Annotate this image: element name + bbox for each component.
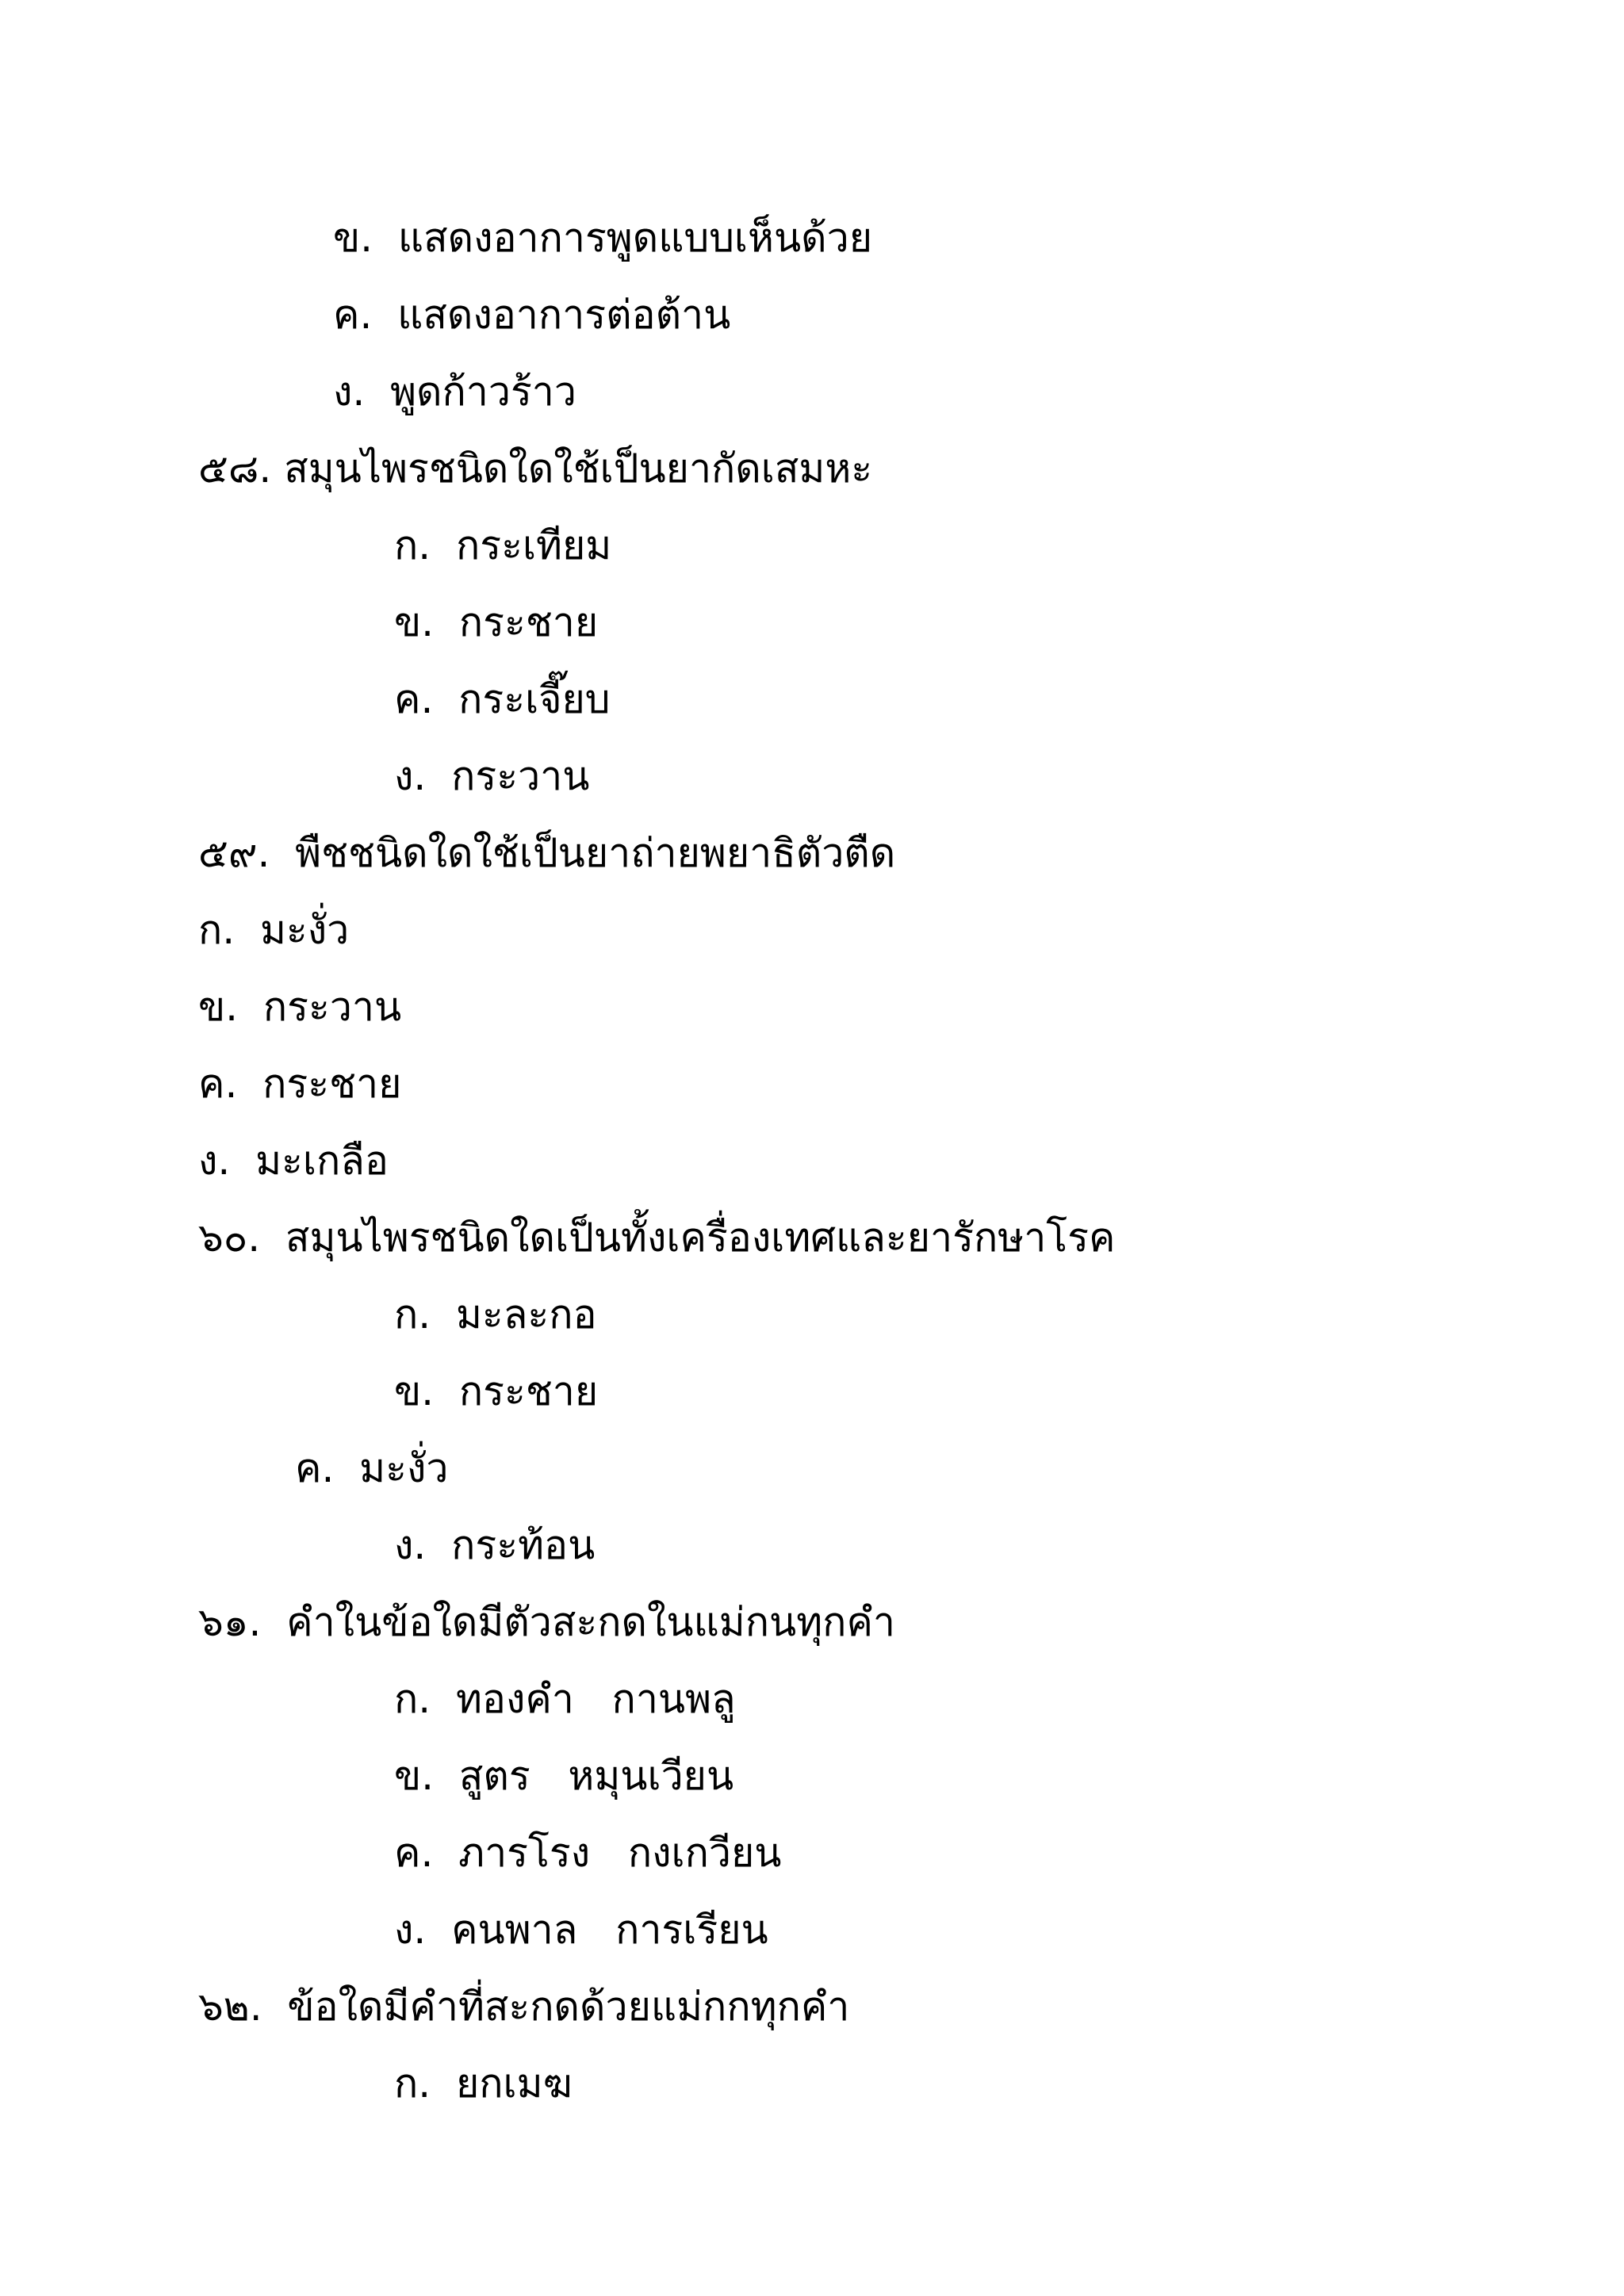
option-line: ข. กระชาย [394,1368,599,1414]
option-line: ข. แสดงอาการพูดแบบเห็นด้วย [333,215,873,261]
question-line: ๖๐. สมุนไพรชนิดใดเป็นทั้งเครื่องเทศและยารักษาโรค [198,1215,1116,1261]
option-line: ก. มะละกอ [394,1292,597,1337]
option-line: ค. แสดงอาการต่อต้าน [333,292,731,338]
option-line: ง. คนพาล การเรียน [394,1907,768,1953]
question-line: ๕๘. สมุนไพรชนิดใดใช้เป็นยากัดเสมหะ [198,446,873,492]
option-line: ก. กระเทียม [394,522,612,568]
question-line: ๖๑. คำในข้อใดมีตัวสะกดในแม่กนทุกคำ [198,1599,895,1645]
question-line: ๖๒. ข้อใดมีคำที่สะกดด้วยแม่กกทุกคำ [198,1984,850,2030]
option-line: ก. ทองคำ กานพลู [394,1676,736,1722]
option-line: ค. มะงั่ว [295,1445,449,1491]
option-line: ค. กระเจี๊ยบ [394,676,611,722]
option-line: ค. ภารโรง กงเกวียน [394,1830,782,1876]
option-line: ง. กระวาน [394,753,590,799]
option-line: ข. สูตร หมุนเวียน [394,1753,734,1799]
option-line: ก. มะงั่ว [198,907,350,953]
option-line: ง. พูดก้าวร้าว [333,369,576,415]
option-line: ค. กระชาย [198,1061,402,1107]
question-line: ๕๙. พืชชนิดใดใช้เป็นยาถ่ายพยาธิตัวตืด [198,830,896,876]
option-line: ง. มะเกลือ [198,1138,389,1184]
option-line: ก. ยกเมฆ [394,2061,573,2107]
option-line: ง. กระท้อน [394,1522,596,1568]
option-line: ข. กระชาย [394,599,599,645]
option-line: ข. กระวาน [198,984,402,1030]
